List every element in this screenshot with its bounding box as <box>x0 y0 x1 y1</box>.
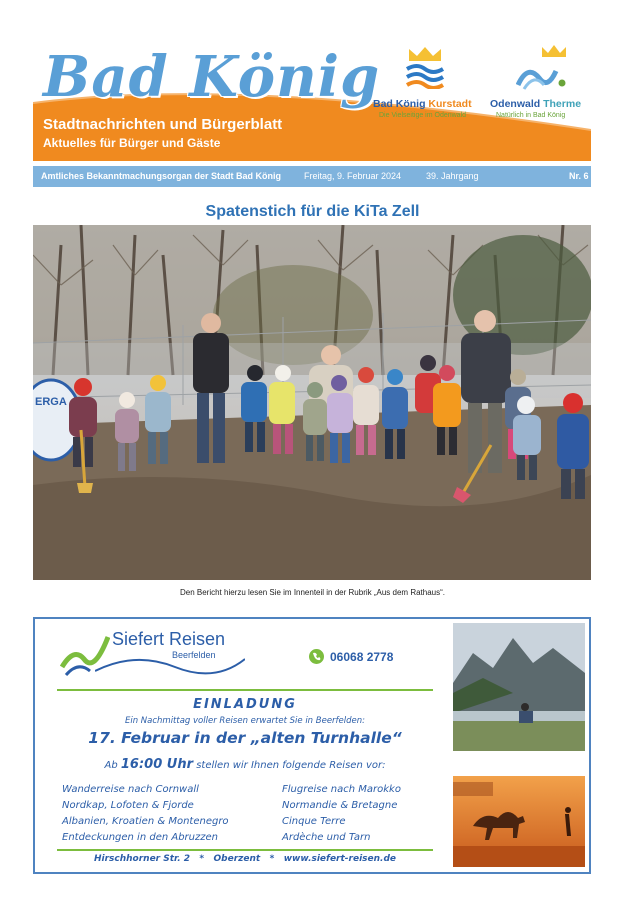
logo-therme-name: Odenwald <box>490 98 541 110</box>
ad-footer-address: Hirschhorner Str. 2 * Oberzent * www.siefert-reisen.de <box>93 854 396 864</box>
trip-item: Nordkap, Lofoten & Fjorde <box>62 800 194 811</box>
ad-time-prefix: Ab <box>104 760 118 771</box>
logo-kurstadt-tagline: Die Vielseitige im Odenwald <box>379 112 467 119</box>
ad-brand-name: Siefert Reisen <box>112 629 226 649</box>
issue-date: Freitag, 9. Februar 2024 <box>304 171 402 181</box>
logo-kurstadt-suffix: Kurstadt <box>428 98 472 110</box>
article-headline: Spatenstich für die KiTa Zell <box>205 203 420 220</box>
ad-photo-desert-camel <box>453 776 585 867</box>
logo-therme-tagline: Natürlich in Bad König <box>496 112 566 119</box>
logo-odenwald-therme <box>488 45 591 125</box>
trip-item: Wanderreise nach Cornwall <box>62 784 199 795</box>
masthead-title: Bad König <box>43 44 381 110</box>
issue-number: Nr. 6 <box>569 171 589 181</box>
phone-icon <box>309 649 324 664</box>
masthead-tagline: Aktuelles für Bürger und Gäste <box>43 136 221 150</box>
photo-sign-text: ERGA <box>35 396 67 408</box>
masthead <box>33 45 591 161</box>
ad-text-panel <box>35 619 453 872</box>
trip-item: Cinque Terre <box>282 816 346 827</box>
trip-item: Ardèche und Tarn <box>282 832 371 843</box>
trip-item: Entdeckungen in den Abruzzen <box>62 832 218 843</box>
ad-divider-top <box>57 689 433 691</box>
advertisement-siefert-reisen <box>33 617 591 874</box>
ad-event-date: 17. Februar in der „alten Turnhalle“ <box>88 729 402 747</box>
ad-event-time-line <box>35 757 455 772</box>
volume-number: 39. Jahrgang <box>426 171 479 181</box>
ad-divider-bottom <box>57 849 433 851</box>
ad-intro-text: Ein Nachmittag voller Reisen erwartet Sie in Beerfelden: <box>124 716 366 726</box>
photo-caption: Den Bericht hierzu lesen Sie im Innenteil in der Rubrik „Aus dem Rathaus“. <box>179 588 445 597</box>
ad-time: 16:00 Uhr <box>120 757 194 772</box>
masthead-subtitle: Stadtnachrichten und Bürgerblatt <box>43 116 283 133</box>
trip-item: Albanien, Kroatien & Montenegro <box>62 816 229 827</box>
ad-time-suffix: stellen wir Ihnen folgende Reisen vor: <box>196 760 386 771</box>
trip-item: Normandie & Bretagne <box>282 800 398 811</box>
crown-waves-icon <box>403 45 447 89</box>
ad-phone-number: 06068 2778 <box>330 650 394 664</box>
ad-heading: EINLADUNG <box>193 697 297 712</box>
trip-item: Flugreise nach Marokko <box>282 784 401 795</box>
groundbreaking-photo-illustration <box>33 225 591 580</box>
logo-bad-koenig-kurstadt <box>373 45 485 125</box>
article-photo <box>33 225 591 580</box>
siefert-wave-line <box>95 649 245 677</box>
official-organ-label: Amtliches Bekanntmachungsorgan der Stadt Bad König <box>41 171 282 181</box>
ad-photo-fjord-landscape <box>453 623 585 751</box>
info-bar <box>33 166 591 187</box>
ad-brand-location: Beerfelden <box>172 650 216 660</box>
logo-therme-suffix: Therme <box>543 98 582 110</box>
logo-kurstadt-name: Bad König <box>373 98 426 110</box>
crown-wave-icon <box>516 45 568 91</box>
